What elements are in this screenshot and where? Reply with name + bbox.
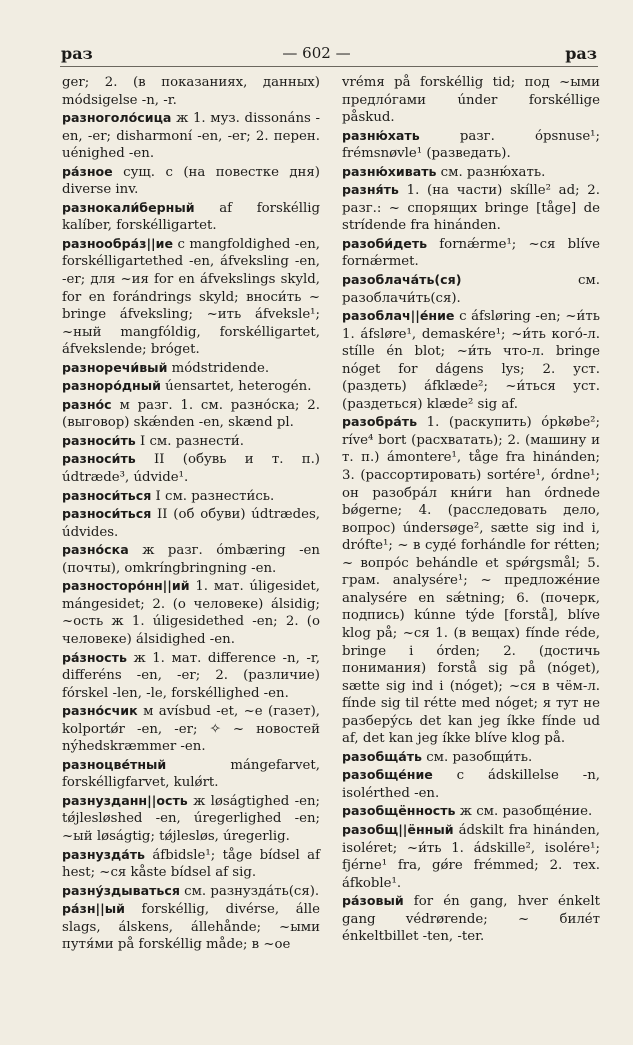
entry: ра́зность ж 1. мат. difference -n, -r, differéns -en, -er; 2. (различие) fórskel -len, -le, forskéllighed -en. — [62, 649, 320, 701]
entry: разнокали́берный af forskéllig kalíber, forskélligartet. — [62, 199, 320, 234]
entry: разноси́ть II (обувь и т. п.) údtræde³, údvide¹. — [62, 451, 320, 486]
headword: разобщ||ённый — [342, 821, 454, 837]
page-number: — 602 — — [282, 44, 351, 62]
headword: разноси́ться — [62, 506, 152, 522]
headword: разно́ска — [62, 542, 129, 558]
headword: разнузданн||ость — [62, 792, 188, 808]
entry: разня́ть 1. (на части) skílle² ad; 2. разг.: ~ спорящих bringe [tåge] de strídende fra hinánden. — [342, 182, 600, 234]
headword: ра́зн||ый — [62, 901, 125, 917]
headword: разобща́ть — [342, 748, 422, 764]
entry: разнузданн||ость ж løságtighed -en; tǿjlesløshed -en, úregerlighed -en; ~ый løságtig; tǿjlesløs, úregerlig. — [62, 792, 320, 844]
headword: разно́с — [62, 396, 112, 412]
entry: разносторо́нн||ий 1. мат. úligesidet, mángesidet; 2. (о человеке) álsidig; ~ость ж 1. úligesidethed -en; 2. (о человеке) álsidighed -en. — [62, 578, 320, 647]
headword: разну́здываться — [62, 882, 180, 898]
entry: разноси́ться II (об обуви) údtrædes, údvides. — [62, 506, 320, 540]
entry: разнузда́ть áfbidsle¹; tåge bídsel af hest; ~ся kåste bídsel af sig. — [62, 846, 320, 881]
headword: разносторо́нн||ий — [62, 578, 190, 594]
entry: разоблач||е́ние с áfsløring -en; ~и́ть 1. áfsløre¹, demaskére¹; ~и́ть кого́-л. stílle én blot; ~и́ть что-л. bringe nóget for dágens lys; 2. уст. (раздеть) áfklæde²; ~и́ться уст. (раздеться) klæde² sig af. — [342, 308, 600, 412]
headword: разноси́ться — [62, 487, 152, 503]
entry: vrémя på forskéllig tid; под ~ыми предло́гами únder forskéllige påskud. — [342, 75, 600, 126]
headword: разобще́ние — [342, 767, 433, 783]
header-left-word: раз — [61, 44, 93, 63]
headword: разноси́ть — [62, 432, 136, 448]
entry: разобща́ть см. разобщи́ть. — [342, 748, 533, 765]
headword: разню́хать — [342, 127, 420, 143]
entry: разноречи́вый módstridende. — [62, 359, 270, 376]
headword: разноцве́тный — [62, 756, 167, 772]
entry: разобщённость ж см. разобще́ние. — [342, 803, 593, 820]
headword: разнокали́берный — [62, 199, 195, 215]
entry: разобщ||ённый ádskilt fra hinánden, isolérеt; ~и́ть 1. ádskille², isolére¹; fjérne¹ fra, gǿre frémmed; 2. тех. áfkoble¹. — [342, 821, 600, 891]
headword: разоблач||е́ние — [342, 308, 455, 324]
entry: ра́зовый for én gang, hver énkelt gang védrørende; ~ биле́т énkeltbillet -ten, -ter. — [342, 893, 600, 945]
entry: разно́счик м avísbud -et, ~e (газет), kolportǿr -en, -er; ✧ ~ новостей nýhedskræmmer -en. — [62, 703, 320, 755]
entry: разноголо́сица ж 1. муз. dissonáns -en, -er; disharmoní -en, -er; 2. перен. uénighed -en. — [62, 110, 320, 162]
headword: разоби́деть — [342, 235, 428, 251]
headword: разобщённость — [342, 803, 456, 819]
right-column — [342, 74, 600, 946]
entry: разноси́ть I см. разнести́. — [62, 432, 245, 449]
headword: ра́зность — [62, 649, 127, 665]
headword: разно́счик — [62, 703, 138, 719]
entry: ра́зн||ый forskéllig, divérse, álle slags, álskens, állehånde; ~ыми путя́ми på forskéllig måde; в ~ое — [62, 901, 320, 953]
entry: разно́ска ж разг. ómbæring -en (почты), omkríngbringning -en. — [62, 542, 320, 576]
entry: ger; 2. (в показаниях, данных) módsigelse -n, -r. — [62, 75, 320, 108]
entry: разно́с м разг. 1. см. разно́ска; 2. (выговор) skǽnden -en, skænd pl. — [62, 396, 320, 431]
header-rule — [60, 66, 598, 67]
page-header — [0, 44, 633, 68]
header-right-word: раз — [565, 44, 597, 63]
entry: разноро́дный úensartet, heterogén. — [62, 378, 312, 395]
headword: разня́ть — [342, 182, 399, 198]
headword: разоблача́ть(ся) — [342, 272, 462, 288]
entry: разню́хивать см. разню́хать. — [342, 163, 546, 180]
entry: разноси́ться I см. разнести́сь. — [62, 487, 275, 504]
entry: разну́здываться см. разнузда́ть(ся). — [62, 882, 320, 899]
headword: разнообра́з||ие — [62, 235, 174, 251]
entry: разобще́ние с ádskillelse -n, isolérthed -en. — [342, 767, 600, 801]
headword: разноси́ть — [62, 451, 136, 467]
entry: разоблача́ть(ся) см. разоблачи́ть(ся). — [342, 272, 600, 306]
entry: разнообра́з||ие с mangfoldighed -en, forskélligartethed -en, áfveksling -en, -er; для ~ия for en áfvekslings skyld, for en forándrings skyld; вноси́ть ~ bringe áfveksling; ~ить áfveksle¹; ~ный mangfóldig, forskélligartet, áfvekslende; bróget. — [62, 235, 320, 358]
headword: разню́хивать — [342, 163, 437, 179]
headword: ра́зовый — [342, 893, 404, 909]
headword: разноро́дный — [62, 378, 161, 394]
headword: ра́зное — [62, 163, 113, 179]
entry: ра́зное сущ. с (на повестке дня) diverse inv. — [62, 163, 320, 198]
entry: разню́хать разг. ópsnuse¹; frémsnøvle¹ (разведать). — [342, 127, 600, 162]
headword: разноречи́вый — [62, 359, 168, 375]
headword: разноголо́сица — [62, 110, 172, 126]
headword: разнузда́ть — [62, 846, 145, 862]
entry: разобра́ть 1. (раскупить) ópkøbe²; ríve⁴ bort (расхватать); 2. (машину и т. п.) ámontere¹, tåge fra hinánden; 3. (рассортировать) sortére¹, órdne¹; он разобра́л кни́ги han órdnede bǿgerne; 4. (расследовать дело, вопрос) úndersøge², sætte sig ind i, drófte¹; ~ в суде́ forhándle for rétten; ~ вопро́с behándle et spǿrgsmål; 5. грам. analysére¹; ~ предложе́ние analysére en sǽtning; 6. (почерк, подпись) kúnne týde [forstå], blíve klog på; ~ся 1. (в вещах) fínde réde, bringe i órden; 2. (достичь понимания) forstå sig på (nóget), sætte sig ind i (nóget); ~ся в чём-л. fínde sig til rétte med nóget; я тут не разберу́сь det kan jeg íkke fínde ud af, det kan jeg íkke blíve klog på. — [342, 414, 600, 747]
entry: разоби́деть fornǽrme¹; ~ся blíve fornǽrmet. — [342, 235, 600, 270]
left-column — [62, 74, 320, 954]
headword: разобра́ть — [342, 414, 418, 430]
entry: разноцве́тный mángefarvet, forskélligfarvet, kulǿrt. — [62, 756, 320, 791]
